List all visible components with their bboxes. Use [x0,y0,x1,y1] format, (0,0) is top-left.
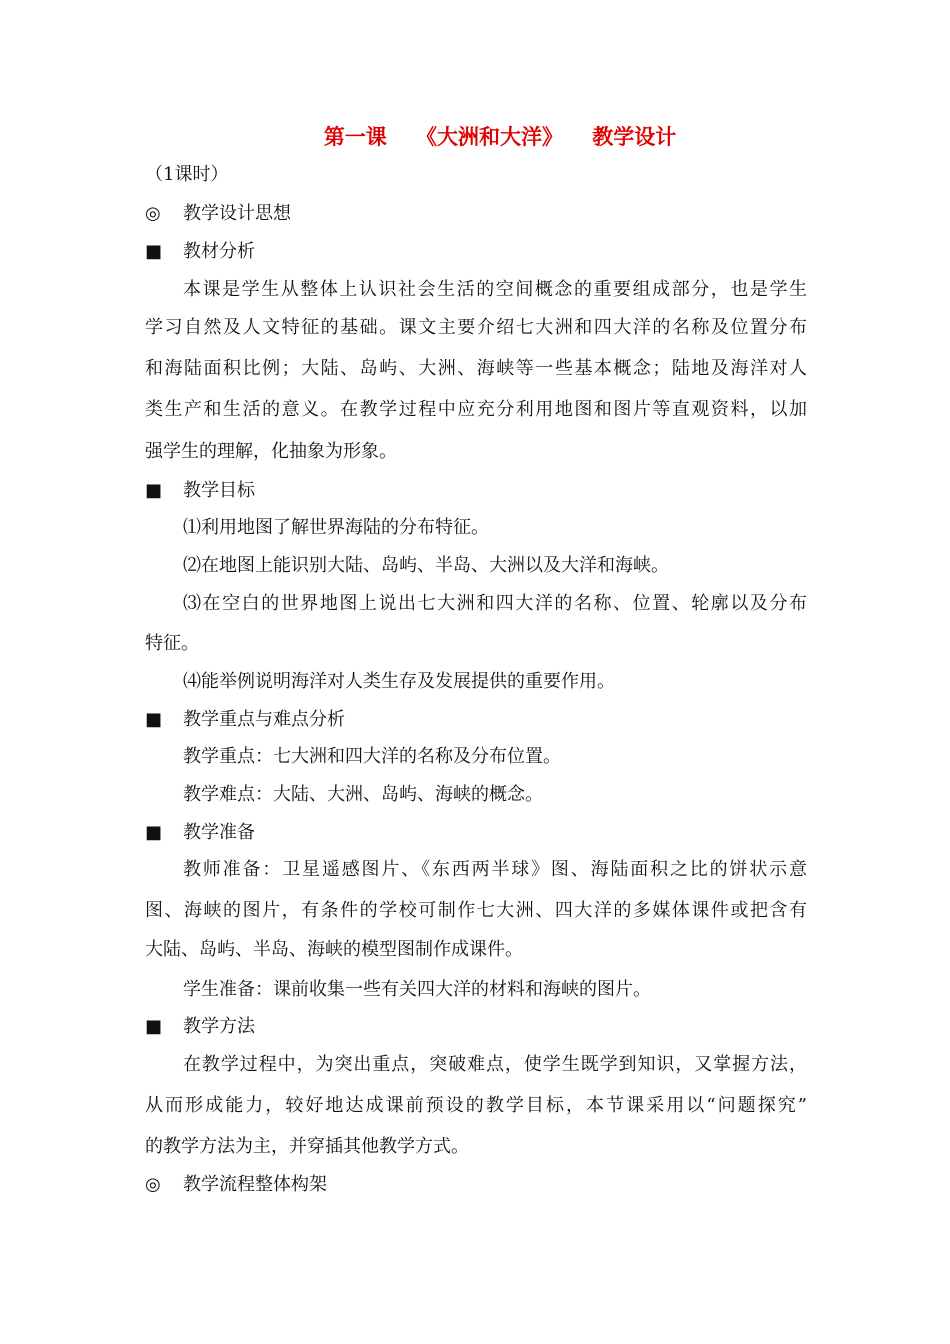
section-heading: 教学流程整体构架 [183,1174,327,1195]
goal-item: ⑶在空白的世界地图上说出七大洲和四大洋的名称、位置、轮廓以及分布 [183,593,807,614]
section-heading: 教学设计思想 [183,203,291,224]
paragraph-line: 大陆、岛屿、半岛、海峡的模型图制作成课件。 [145,939,523,960]
section-design-idea [145,201,291,227]
goal-item: ⑴利用地图了解世界海陆的分布特征。 [183,517,489,538]
paragraph-line: 和海陆面积比例；大陆、岛屿、大洲、海峡等一些基本概念；陆地及海洋对人 [145,358,807,379]
square-bullet-icon: ■ [145,241,163,262]
goal-item: ⑵在地图上能识别大陆、岛屿、半岛、大洲以及大洋和海峡。 [183,555,669,576]
goal-item: ⑷能举例说明海洋对人类生存及发展提供的重要作用。 [183,671,615,692]
paragraph-line: 本课是学生从整体上认识社会生活的空间概念的重要组成部分，也是学生 [183,279,807,300]
double-circle-marker-icon: ◎ [145,1174,161,1195]
section-heading: 教学准备 [183,822,255,843]
section-heading: 教学重点与难点分析 [183,709,345,730]
double-circle-marker-icon: ◎ [145,203,161,224]
square-bullet-icon: ■ [145,709,163,730]
paragraph-line: 教师准备：卫星遥感图片、《东西两半球》图、海陆面积之比的饼状示意 [183,859,807,880]
section-method [145,1014,255,1040]
page-title: 第一课 《大洲和大洋》 教学设计 [323,125,677,149]
square-bullet-icon: ■ [145,1016,163,1037]
paragraph-line: 的教学方法为主，并穿插其他教学方式。 [145,1136,469,1157]
section-goals [145,478,255,504]
section-material [145,239,255,265]
paragraph-line: 强学生的理解，化抽象为形象。 [145,441,397,462]
section-framework [145,1172,327,1198]
class-period: （1课时） [145,164,229,185]
section-heading: 教材分析 [183,241,255,262]
section-prep [145,820,255,846]
key-point-line: 教学重点：七大洲和四大洋的名称及分布位置。 [183,746,561,767]
section-heading: 教学目标 [183,480,255,501]
section-heading: 教学方法 [183,1016,255,1037]
difficulty-line: 教学难点：大陆、大洲、岛屿、海峡的概念。 [183,784,543,805]
section-key-points [145,707,345,733]
paragraph-line: 学生准备：课前收集一些有关四大洋的材料和海峡的图片。 [183,979,651,1000]
paragraph-line: 图、海峡的图片，有条件的学校可制作七大洲、四大洋的多媒体课件或把含有 [145,900,807,921]
paragraph-line: 类生产和生活的意义。在教学过程中应充分利用地图和图片等直观资料，以加 [145,399,807,420]
square-bullet-icon: ■ [145,480,163,501]
square-bullet-icon: ■ [145,822,163,843]
paragraph-line: 从而形成能力，较好地达成课前预设的教学目标，本节课采用以“问题探究” [145,1095,807,1116]
paragraph-line: 在教学过程中，为突出重点，突破难点，使学生既学到知识，又掌握方法， [183,1054,807,1075]
goal-item-continuation: 特征。 [145,633,199,654]
paragraph-line: 学习自然及人文特征的基础。课文主要介绍七大洲和四大洋的名称及位置分布 [145,317,807,338]
